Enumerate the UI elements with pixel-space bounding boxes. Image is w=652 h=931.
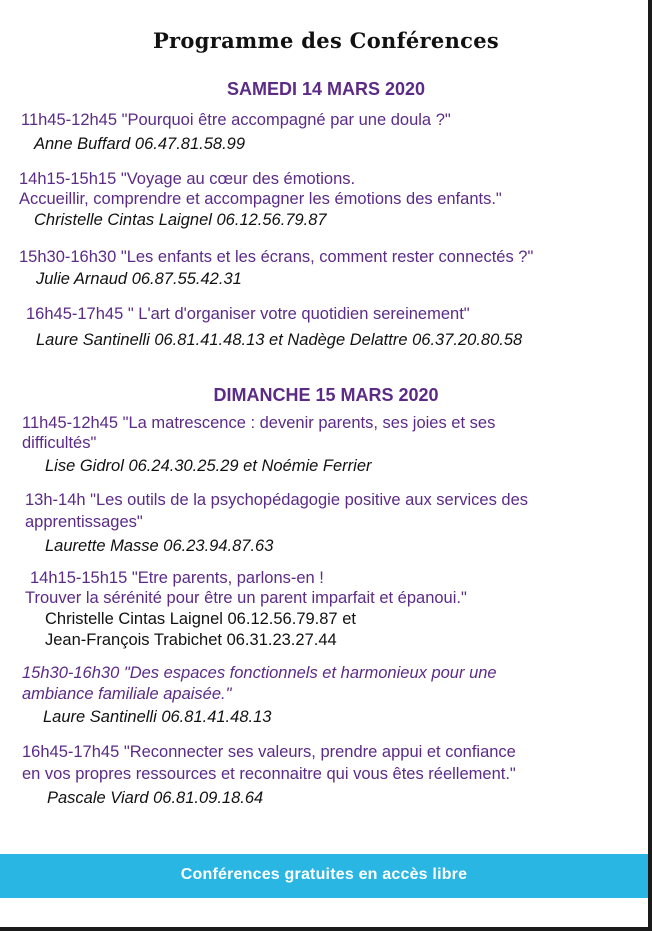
saturday-heading: SAMEDI 14 MARS 2020 (226, 79, 426, 99)
talk-speaker: Pascale Viard 06.81.09.18.64 (47, 789, 264, 807)
talk-speaker: Laure Santinelli 06.81.41.48.13 et Nadège Delattre 06.37.20.80.58 (36, 331, 523, 349)
talk-title: en vos propres ressources et reconnaitre qui vous êtes réellement." (22, 765, 516, 783)
talk-speaker: Lise Gidrol 06.24.30.25.29 et Noémie Ferrier (45, 457, 372, 475)
talk-speaker: Laure Santinelli 06.81.41.48.13 (43, 708, 272, 726)
footer-banner: Conférences gratuites en accès libre (0, 854, 648, 898)
sunday-heading: DIMANCHE 15 MARS 2020 (213, 385, 439, 405)
talk-title: 11h45-12h45 "La matrescence : devenir parents, ses joies et ses (22, 414, 496, 432)
talk-title: 15h30-16h30 "Des espaces fonctionnels et harmonieux pour une (22, 664, 497, 682)
talk-title: difficultés" (22, 434, 97, 452)
talk-title: 11h45-12h45 "Pourquoi être accompagné par une doula ?" (21, 111, 451, 129)
talk-title: 15h30-16h30 "Les enfants et les écrans, comment rester connectés ?" (19, 248, 534, 266)
talk-speaker: Christelle Cintas Laignel 06.12.56.79.87 (34, 211, 327, 229)
talk-speaker: Christelle Cintas Laignel 06.12.56.79.87 et (45, 610, 356, 628)
talk-title: 16h45-17h45 "Reconnecter ses valeurs, prendre appui et confiance (22, 743, 516, 761)
talk-title: 13h-14h "Les outils de la psychopédagogie positive aux services des (25, 491, 529, 509)
talk-title: ambiance familiale apaisée." (22, 685, 232, 703)
talk-speaker: Jean-François Trabichet 06.31.23.27.44 (45, 631, 337, 649)
page-title: Programme des Conférences (152, 28, 500, 53)
talk-title: apprentissages" (25, 513, 143, 531)
talk-speaker: Julie Arnaud 06.87.55.42.31 (36, 270, 242, 288)
talk-title: 14h15-15h15 "Etre parents, parlons-en ! (30, 569, 324, 587)
talk-speaker: Laurette Masse 06.23.94.87.63 (45, 537, 274, 555)
talk-speaker: Anne Buffard 06.47.81.58.99 (34, 135, 246, 153)
talk-title: Trouver la sérénité pour être un parent imparfait et épanoui." (25, 589, 467, 607)
talk-title: 14h15-15h15 "Voyage au cœur des émotions. (19, 170, 356, 188)
talk-title: Accueillir, comprendre et accompagner les émotions des enfants." (19, 190, 502, 208)
talk-title: 16h45-17h45 " L'art d'organiser votre quotidien sereinement" (26, 305, 470, 323)
